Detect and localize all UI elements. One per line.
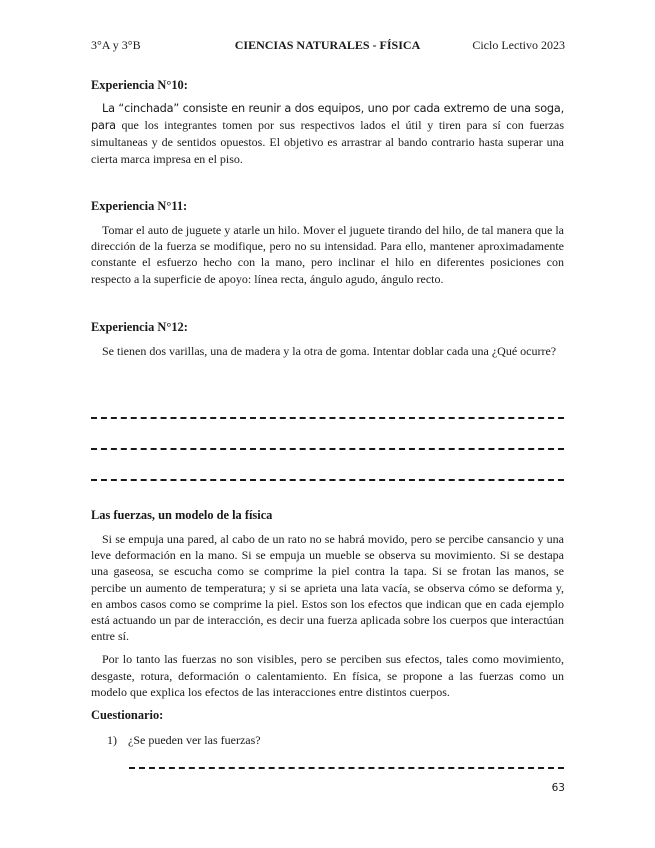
experience-11-text: Tomar el auto de juguete y atarle un hilo. Mover el juguete tirando del hilo, de tal manera que la dirección de la fuerza se modifique, pero no su intensidad. Para ello, mantener aproximadamente constante el esfuerzo hecho con la mano, pero inclinar el hilo en diferentes posiciones con respecto a la superficie de apoyo: línea recta, ángulo agudo, ángulo recto.: [91, 223, 564, 286]
section-paragraph-2: Por lo tanto las fuerzas no son visibles, pero se perciben sus efectos, tales como movimiento, desgaste, rotura, deformación o calentamiento. En física, se propone a las fuerzas como un modelo que explica los efectos de las interacciones entre distintos cuerpos.: [91, 652, 564, 699]
header-subject: CIENCIAS NATURALES - FÍSICA: [234, 38, 421, 52]
question-1-text: ¿Se pueden ver las fuerzas?: [128, 733, 261, 747]
question-1: [107, 733, 261, 748]
header-school-year: Ciclo Lectivo 2023: [472, 38, 565, 52]
section-paragraph-1: Si se empuja una pared, al cabo de un rato no se habrá movido, pero se percibe cansancio y una leve deformación en la mano. Si se empuja un mueble se observa su movimiento. Si se destapa una gaseosa, se escucha como se comprime la piel contra la tapa. Si se frotan las manos, se percibe un aumento de temperatura; y si se aprieta una lata vacía, se observa cómo se deforma y, en ambos casos como se comprime la piel. Estos son los efectos que indican que en cada ejemplo está actuando un par de interacción, es decir una fuerza aplicada sobre los cuerpos que interactúan entre sí.: [91, 532, 564, 644]
experience-12-title: Experiencia N°12:: [91, 320, 188, 334]
experience-12-text: Se tienen dos varillas, una de madera y la otra de goma. Intentar doblar cada una ¿Qué ocurre?: [102, 344, 557, 358]
experience-10-title: Experiencia N°10:: [91, 78, 188, 92]
experience-12: [91, 320, 564, 359]
answer-line[interactable]: [91, 417, 564, 419]
questionnaire-title: Cuestionario:: [91, 708, 164, 723]
experience-11-title: Experiencia N°11:: [91, 199, 188, 213]
experience-10-rest: que los integrantes tomen por sus respectivos lados el útil y tiren para sí con fuerzas simultaneas y de sentidos opuestos. El objetivo es arrastrar al bando contrario hasta superar una cierta marca impresa en el piso.: [91, 118, 565, 166]
experience-10-first-line: La “cinchada” consiste en reunir a dos equipos, uno por cada extremo de una soga, para: [91, 102, 564, 133]
section-forces-model: [91, 508, 564, 723]
experience-10-text: [91, 100, 564, 167]
experience-11: [91, 199, 564, 287]
question-1-number: 1): [107, 733, 117, 747]
answer-line[interactable]: [129, 767, 564, 769]
page-number: 63: [551, 782, 565, 794]
experience-10: [91, 78, 564, 167]
answer-line[interactable]: [91, 479, 564, 481]
answer-line[interactable]: [91, 448, 564, 450]
section-title: Las fuerzas, un modelo de la física: [91, 508, 273, 522]
header-course: 3°A y 3°B: [91, 38, 141, 52]
